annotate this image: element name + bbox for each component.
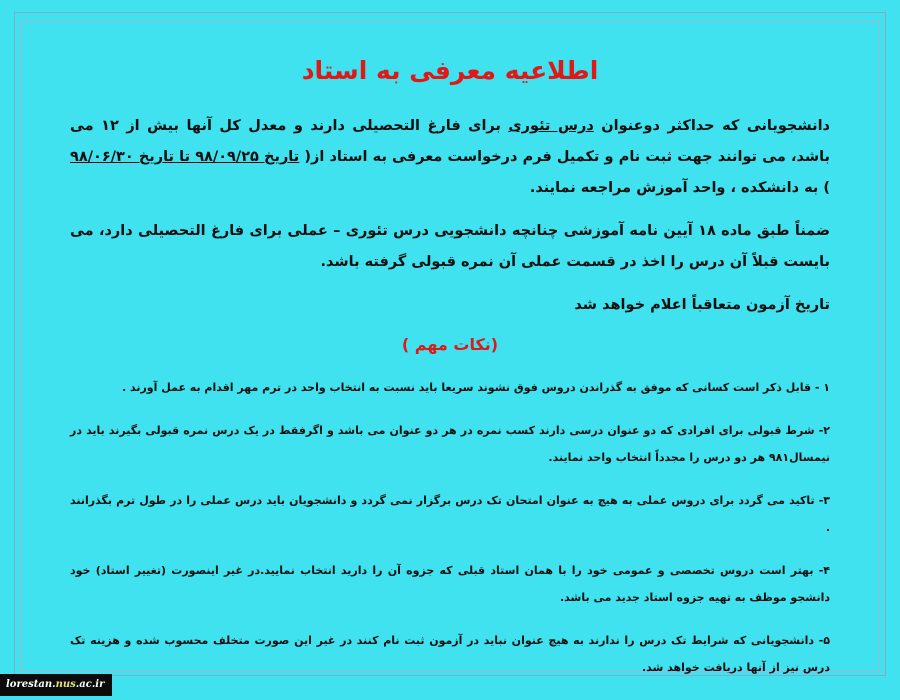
note-item-2: ۲- شرط قبولی برای افرادی که دو عنوان درسی دارند کسب نمره در هر دو عنوان می باشد و اگرفقط در یک درس نمره قبولی بگیرند باید در نیمسال۹۸۱ هر دو درس را مجدداً انتخاب واحد نمایند. [70,424,830,464]
note-item-1: ۱ - قابل ذکر است کسانی که موفق به گذراندن دروس فوق نشوند سریعا باید نسبت به انتخاب واحد در ترم مهر اقدام به عمل آورند . [121,381,830,394]
important-notes-title: (نکات مهم ) [401,335,499,354]
p1-underlined-dates: تاریخ ۹۸/۰۹/۲۵ تا تاریخ ۹۸/۰۶/۳۰ [70,149,300,165]
site-url-badge [0,674,112,696]
note-item-4: ۴- بهتر است دروس تخصصی و عمومی خود را با همان استاد قبلی که جزوه آن را دارید انتخاب نمایید.در غیر اینصورت (تغییر استاد) خود دانشجو موظف به تهیه جزوه استاد جدید می باشد. [70,564,830,604]
note-item-3: ۳- تاکید می گردد برای دروس عملی به هیچ به عنوان امتحان تک درس برگزار نمی گردد و دانشجویان باید درس عملی را در طول ترم بگذرانند . [70,494,830,534]
note-item-5: ۵- دانشجویانی که شرایط تک درس را ندارند به هیچ عنوان نباید در آزمون ثبت نام کنند در غیر این صورت متخلف محسوب شده و هزینه تک درس نیز از آنها دریافت خواهد شد. [70,634,830,674]
site-url-suffix: .ac.ir [75,679,105,690]
p1-text-a: دانشجویانی که حداکثر دوعنوان [593,118,830,134]
announcement-title: اطلاعیه معرفی به استاد [301,56,599,85]
announcement [70,56,830,674]
p1-text-e: ) به دانشکده ، واحد آموزش مراجعه نمایند. [529,180,830,196]
paragraph-registration [70,111,830,204]
p1-underlined-course: درس تئوری [508,118,594,134]
p1-text-c: برای فارغ التحصیلی دارند و معدل کل آنها بیش از ۱۲ می باشد، می توانند جهت ثبت نام و تکمیل فرم درخواست معرفی به استاد از( [70,118,830,165]
site-url-accent: nus [55,679,76,690]
site-url-prefix: lorestan. [6,679,56,690]
paragraph-article-18: ضمناً طبق ماده ۱۸ آیین نامه آموزشی چنانچه دانشجویی درس تئوری – عملی برای فارغ التحصیلی دارد، می بایست قبلاً آن درس را اخذ در قسمت عملی آن نمره قبولی گرفته باشد. [70,223,830,270]
paragraph-exam-date: تاریخ آزمون متعاقباً اعلام خواهد شد [574,297,830,313]
